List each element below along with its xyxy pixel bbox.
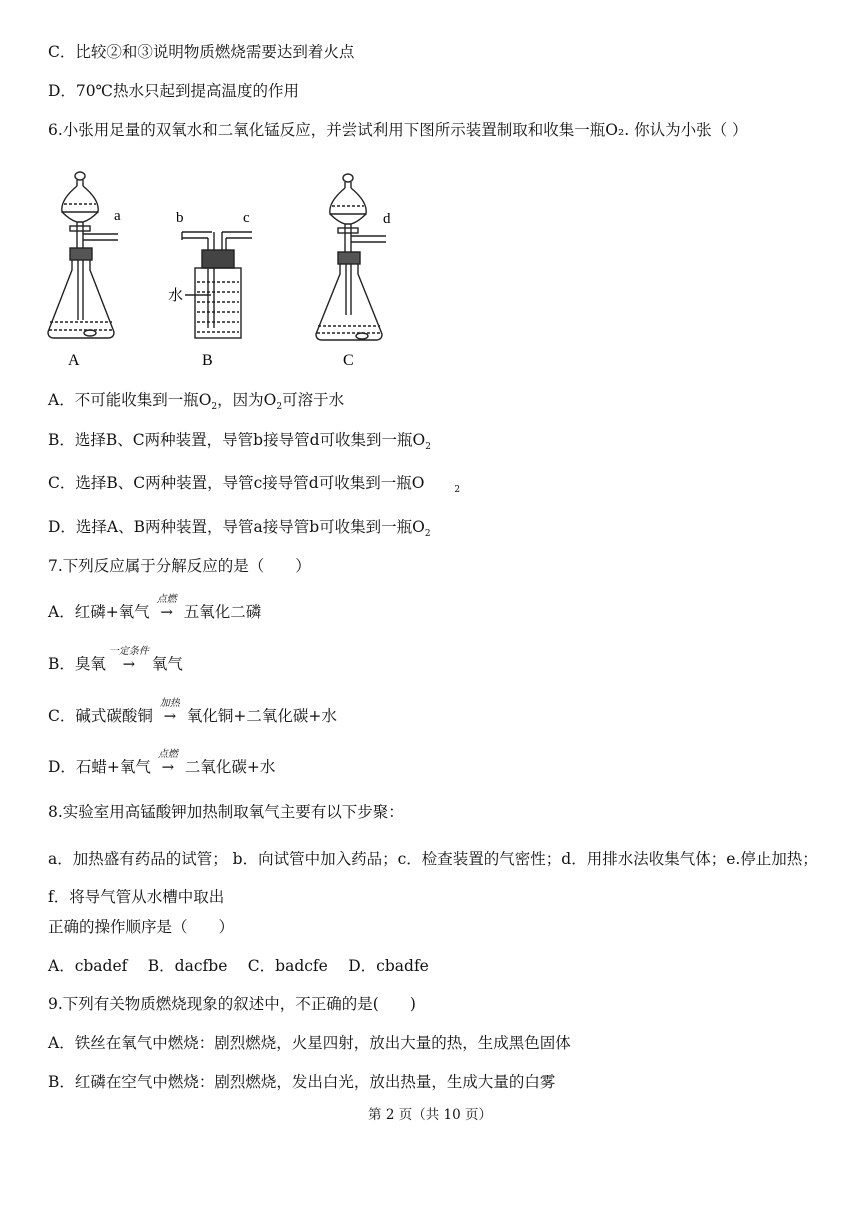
option-5c: C．比较②和③说明物质燃烧需要达到着火点 — [48, 43, 355, 61]
option-6b: B．选择B、C两种装置，导管b接导管d可收集到一瓶$O_2$ — [48, 431, 431, 452]
question-8-steps: a．加热盛有药品的试管； b．向试管中加入药品；c．检查装置的气密性；d．用排水法收集气体；e.停止加热；f．将导气管从水槽中取出 — [48, 850, 818, 906]
question-7: 7.下列反应属于分解反应的是（ ） — [48, 557, 311, 575]
option-5d: D．70℃热水只起到提高温度的作用 — [48, 82, 299, 100]
apparatus-c — [316, 174, 386, 340]
question-6: 6.小张用足量的双氧水和二氧化锰反应，并尝试利用下图所示装置制取和收集一瓶O₂. 你认为小张（ ） — [48, 121, 748, 139]
label-A: A — [68, 352, 80, 369]
option-7a: A．红磷+氧气 点燃 → 五氧化二磷 — [48, 594, 262, 621]
option-7c: C．碱式碳酸铜 加热 → 氧化铜+二氧化碳+水 — [48, 698, 337, 725]
option-9b: B．红磷在空气中燃烧：剧烈燃烧，发出白光，放出热量，生成大量的白雾 — [48, 1073, 556, 1091]
label-C: C — [343, 352, 354, 369]
apparatus-b — [182, 232, 252, 338]
apparatus-figure — [40, 160, 460, 375]
apparatus-a — [48, 172, 118, 338]
option-6c: C．选择B、C两种装置，导管c接导管d可收集到一瓶O $_2$ — [48, 474, 461, 495]
label-c: c — [243, 210, 250, 226]
question-8: 8.实验室用高锰酸钾加热制取氧气主要有以下步聚： — [48, 803, 404, 821]
label-B: B — [202, 352, 213, 369]
question-8-ask: 正确的操作顺序是（ ） — [48, 918, 235, 936]
option-7b: B．臭氧 一定条件 → 氧气 — [48, 646, 183, 673]
page-footer: 第 2 页（共 10 页） — [368, 1107, 492, 1123]
option-6d: D．选择A、B两种装置，导管a接导管b可收集到一瓶$O_2$ — [48, 518, 431, 539]
label-d: d — [383, 211, 391, 227]
option-7d: D．石蜡+氧气 点燃 → 二氧化碳+水 — [48, 749, 276, 776]
option-9a: A．铁丝在氧气中燃烧：剧烈燃烧，火星四射，放出大量的热，生成黑色固体 — [48, 1034, 571, 1052]
label-a: a — [114, 208, 121, 224]
label-b: b — [176, 210, 184, 226]
label-water: 水 — [168, 286, 184, 304]
question-9: 9.下列有关物质燃烧现象的叙述中，不正确的是( ) — [48, 995, 416, 1013]
question-8-options: A．cbadef B．dacfbe C．badcfe D．cbadfe — [48, 957, 429, 975]
option-6a: A．不可能收集到一瓶$O_2$，因为$O_2$可溶于水 — [48, 391, 345, 412]
